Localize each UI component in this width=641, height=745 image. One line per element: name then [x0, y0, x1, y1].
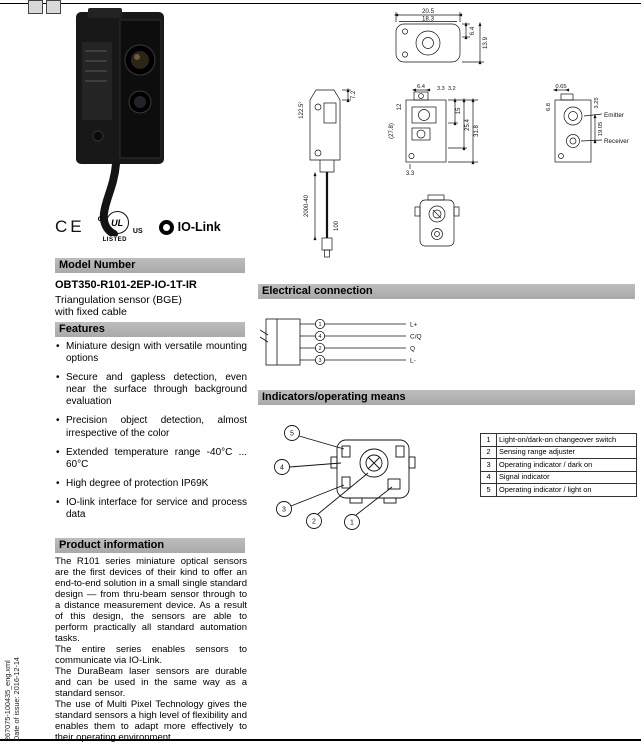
wiring-diagram: [260, 310, 470, 372]
dim-label: 3.3: [405, 171, 415, 177]
feature-item: • High degree of protection IP69K: [55, 478, 247, 490]
pin-label: Q: [410, 345, 416, 353]
dim-label: 6.4: [469, 26, 476, 36]
ul-c-label: c: [97, 214, 103, 223]
certifications: [55, 210, 250, 244]
doc-footer-vertical-text: [3, 576, 21, 741]
page-corner-logo: [28, 0, 61, 14]
table-row: 3 Operating indicator / dark on: [481, 459, 637, 472]
dim-label: 2000-40: [304, 194, 310, 218]
table-row: 2 Sensing range adjuster: [481, 446, 637, 459]
indicators-diagram: [262, 415, 472, 540]
ul-us-label: US: [132, 228, 143, 235]
feature-item: • IO-link interface for service and process data: [55, 497, 247, 521]
table-row: 4 Signal indicator: [481, 471, 637, 484]
io-link-label: IO-Link: [177, 220, 221, 234]
model-type: Triangulation sensor (BGE): [55, 294, 182, 306]
dim-label: 6.4: [416, 84, 426, 90]
emitter-label: Emitter: [604, 112, 624, 119]
product-info-paragraph: The use of Multi Pixel Technology gives the standard sensors a high level of flexibility and enables them to adapt more effectively to their operating environment.: [55, 699, 247, 742]
indicators-header: Indicators/operating means: [258, 390, 635, 405]
pin-label: C/Q: [410, 333, 422, 341]
pin-number: 4: [318, 334, 322, 340]
dim-label: (27.8): [389, 123, 395, 139]
dim-label: 3.3: [437, 86, 445, 92]
dim-label: 12: [397, 103, 403, 111]
model-number: OBT350-R101-2EP-IO-1T-IR: [55, 279, 197, 291]
product-info-paragraph: The entire series enables sensors to communicate via IO-Link.: [55, 644, 247, 666]
product-info-paragraph: The R101 series miniature optical sensors are the first devices of their kind to offer an end-to-end solution in a small single standard design — from thru-beam sensor through to a distance measurement device. As a result of this design, the sensors are able to perform practically all standard automation tasks.: [55, 556, 247, 644]
dim-label: 0.65: [555, 84, 567, 90]
dim-label: 31.8: [474, 125, 480, 137]
table-row: 5 Operating indicator / light on: [481, 484, 637, 497]
callout-number: 3: [282, 506, 286, 514]
receiver-label: Receiver: [604, 138, 629, 145]
dim-label: 25.4: [465, 119, 471, 131]
callout-number: 2: [312, 518, 316, 526]
product-info-paragraph: The DuraBeam laser sensors are durable and can be used in the same way as a standard sensor.: [55, 666, 247, 699]
dim-label: 122.5°: [299, 101, 305, 119]
dim-label: 18.3: [421, 15, 435, 23]
io-link-logo: [159, 220, 221, 235]
feature-item: • Secure and gapless detection, even near the surface through background evaluation: [55, 372, 247, 408]
dim-label: 3.25: [594, 97, 600, 109]
product-information-text: [55, 556, 247, 742]
ce-mark: CE: [55, 217, 85, 236]
feature-item: • Extended temperature range -40°C ... 60°C: [55, 447, 247, 471]
pin-number: 3: [318, 358, 322, 364]
feature-item: • Precision object detection, almost irrespective of the color: [55, 415, 247, 439]
pin-label: L-: [410, 357, 416, 365]
dim-label: 7.2: [351, 90, 357, 100]
indicators-table: [480, 433, 637, 497]
dim-label: 13.9: [482, 36, 489, 50]
ul-circle-icon: UL: [106, 211, 129, 234]
dim-label: 20.5: [421, 8, 435, 15]
dim-label: 19.05: [598, 121, 604, 137]
dim-label: 15: [456, 107, 462, 115]
pin-number: 2: [318, 346, 322, 352]
table-row: 1 Light-on/dark-on changeover switch: [481, 434, 637, 447]
pin-number: 1: [318, 322, 322, 328]
feature-item: • Miniature design with versatile mounting options: [55, 341, 247, 365]
doc-issue-date: Date of issue: 2016-12-14: [12, 657, 21, 741]
callout-number: 1: [350, 519, 354, 527]
io-link-icon: [159, 220, 174, 235]
ul-listed-mark: [98, 211, 146, 243]
doc-number: 267075-100435_eng.xml: [3, 660, 12, 741]
dim-label: 3.2: [448, 86, 456, 92]
electrical-connection-header: Electrical connection: [258, 284, 635, 299]
callout-number: 5: [290, 430, 294, 438]
dimension-drawings: [258, 4, 635, 276]
product-photo: [58, 8, 183, 236]
product-information-header: Product information: [55, 538, 245, 553]
model-number-header: Model Number: [55, 258, 245, 273]
dim-label: 100: [334, 220, 340, 232]
ul-listed-label: LISTED: [102, 237, 127, 243]
dim-label: 6.8: [546, 102, 552, 112]
callout-number: 4: [280, 464, 284, 472]
model-subtype: with fixed cable: [55, 306, 127, 318]
features-list: [55, 341, 247, 528]
features-header: Features: [55, 322, 245, 337]
pin-label: L+: [410, 321, 418, 329]
